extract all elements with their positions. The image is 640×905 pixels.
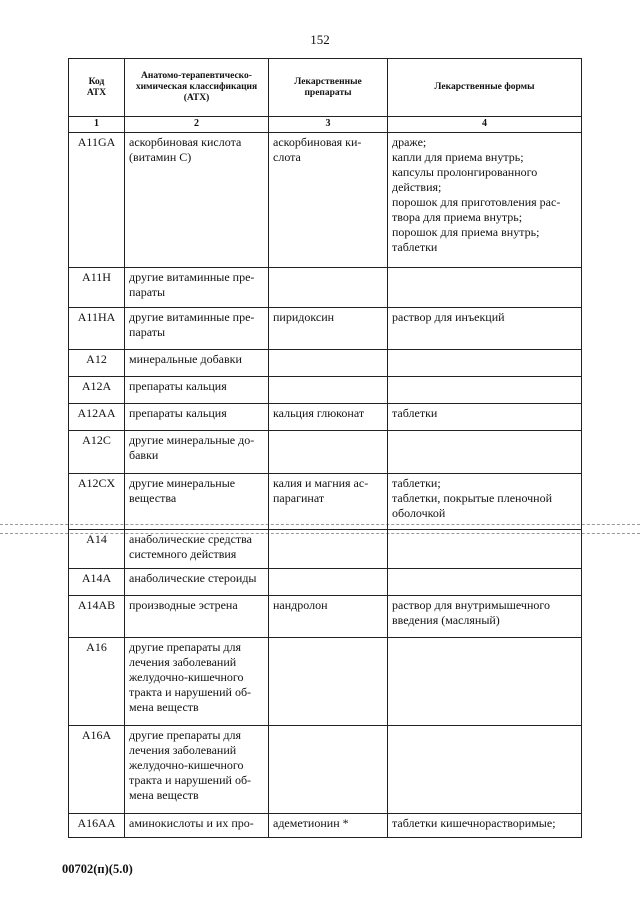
table-row	[69, 133, 582, 268]
atc-code: A16A	[69, 726, 125, 814]
dosage-forms	[388, 814, 582, 838]
header-classification	[125, 59, 269, 117]
atc-classification	[125, 350, 269, 377]
cell-text-line: параты	[129, 285, 166, 299]
cell-text-line: действия;	[392, 180, 442, 194]
atc-code: A16AA	[69, 814, 125, 838]
table-row	[69, 569, 582, 596]
cell-text-line: химическая классификация	[135, 82, 258, 92]
cell-text-line: вещества	[129, 491, 177, 505]
cell-text-line: аскорбиновая кислота	[129, 135, 242, 149]
cell-text-line: раствор для внутримышечного	[392, 598, 550, 612]
dosage-forms	[388, 530, 582, 569]
dosage-forms	[388, 726, 582, 814]
cell-text-line: параты	[129, 325, 166, 339]
atc-code: A14A	[69, 569, 125, 596]
cell-text-line: препараты	[304, 87, 352, 98]
cell-text-line: другие витаминные пре-	[129, 270, 255, 284]
cell-text-line: препараты кальция	[129, 379, 227, 393]
cell-text-line: порошок для приготовления рас-	[392, 195, 561, 209]
cell-text-line: драже;	[392, 135, 427, 149]
column-number-row	[69, 117, 582, 133]
drug-name	[269, 308, 388, 350]
cell-text-line: препараты кальция	[129, 406, 227, 420]
atc-classification	[125, 308, 269, 350]
atc-classification	[125, 133, 269, 268]
dosage-forms	[388, 638, 582, 726]
cell-text-line: нандролон	[273, 598, 328, 612]
atc-code: A14AB	[69, 596, 125, 638]
table-row	[69, 350, 582, 377]
cell-text-line: (АТХ)	[183, 93, 210, 103]
cell-text-line: капсулы пролонгированного	[392, 165, 538, 179]
cell-text-line: таблетки кишечнорастворимые;	[392, 816, 556, 830]
cell-text-line: (витамин С)	[129, 150, 192, 164]
cell-text-line: Лекарственные формы	[434, 82, 535, 92]
dosage-forms	[388, 350, 582, 377]
header-code	[69, 59, 125, 117]
cell-text-line: производные эстрена	[129, 598, 238, 612]
atc-code: A11HA	[69, 308, 125, 350]
atc-code: A11GA	[69, 133, 125, 268]
dosage-forms	[388, 474, 582, 530]
atc-classification	[125, 638, 269, 726]
drug-name	[269, 814, 388, 838]
drug-name	[269, 638, 388, 726]
cell-text-line: другие минеральные до-	[129, 433, 255, 447]
cell-text-line: тракта и нарушений об-	[129, 685, 252, 699]
atc-classification	[125, 377, 269, 404]
table-row	[69, 530, 582, 569]
table-row	[69, 308, 582, 350]
cell-text-line: введения (масляный)	[392, 613, 500, 627]
cell-text-line: капли для приема внутрь;	[392, 150, 524, 164]
table-row	[69, 474, 582, 530]
atc-code: A11H	[69, 268, 125, 308]
column-number: 3	[269, 117, 388, 133]
cell-text-line: таблетки	[392, 406, 438, 420]
cell-text-line: мена веществ	[129, 788, 199, 802]
table-row	[69, 596, 582, 638]
dosage-forms	[388, 404, 582, 431]
cell-text-line: Лекарственные	[294, 76, 362, 87]
column-number: 4	[388, 117, 582, 133]
atc-classification	[125, 530, 269, 569]
cell-text-line: тракта и нарушений об-	[129, 773, 252, 787]
cell-text-line: аскорбиновая ки-	[273, 135, 362, 149]
drug-name	[269, 596, 388, 638]
dosage-forms	[388, 268, 582, 308]
cell-text-line: Код	[88, 76, 105, 87]
drug-name	[269, 431, 388, 474]
cell-text-line: лечения заболеваний	[129, 655, 237, 669]
cell-text-line: АТХ	[86, 87, 107, 98]
cell-text-line: бавки	[129, 448, 159, 462]
cell-text-line: минеральные добавки	[129, 352, 242, 366]
cell-text-line: желудочно-кишечного	[129, 670, 244, 684]
table-row	[69, 814, 582, 838]
atc-code: A12AA	[69, 404, 125, 431]
cell-text-line: лечения заболеваний	[129, 743, 237, 757]
table-row	[69, 638, 582, 726]
header-forms	[388, 59, 582, 117]
cell-text-line: другие минеральные	[129, 476, 236, 490]
atc-code: A12A	[69, 377, 125, 404]
cell-text-line: другие препараты для	[129, 728, 242, 742]
drug-name	[269, 726, 388, 814]
cell-text-line: слота	[273, 150, 301, 164]
atc-classification	[125, 268, 269, 308]
drug-name	[269, 474, 388, 530]
drug-name	[269, 377, 388, 404]
cell-text-line: пиридоксин	[273, 310, 335, 324]
cell-text-line: желудочно-кишечного	[129, 758, 244, 772]
cell-text-line: анаболические средства	[129, 532, 252, 546]
drug-name	[269, 133, 388, 268]
dosage-forms	[388, 431, 582, 474]
cell-text-line: другие витаминные пре-	[129, 310, 255, 324]
cell-text-line: парагинат	[273, 491, 325, 505]
cell-text-line: раствор для инъекций	[392, 310, 505, 324]
atc-code: A12CX	[69, 474, 125, 530]
cell-text-line: аминокислоты и их про-	[129, 816, 254, 830]
atc-classification	[125, 431, 269, 474]
atc-code: A12C	[69, 431, 125, 474]
dosage-forms	[388, 308, 582, 350]
table-row	[69, 404, 582, 431]
table-row	[69, 726, 582, 814]
header-drugs	[269, 59, 388, 117]
cell-text-line: таблетки;	[392, 476, 441, 490]
dosage-forms	[388, 596, 582, 638]
page-number: 152	[310, 32, 330, 47]
atc-code: A16	[69, 638, 125, 726]
cell-text-line: другие препараты для	[129, 640, 242, 654]
cell-text-line: адеметионин *	[273, 816, 349, 830]
document-code: 00702(п)(5.0)	[62, 862, 133, 876]
cell-text-line: порошок для приема внутрь;	[392, 225, 540, 239]
drug-name	[269, 569, 388, 596]
cell-text-line: мена веществ	[129, 700, 199, 714]
cell-text-line: анаболические стероиды	[129, 571, 257, 585]
atc-code: A14	[69, 530, 125, 569]
drug-name	[269, 530, 388, 569]
cell-text-line: кальция глюконат	[273, 406, 365, 420]
atc-classification	[125, 814, 269, 838]
table-row	[69, 268, 582, 308]
drug-name	[269, 268, 388, 308]
column-number: 2	[125, 117, 269, 133]
cell-text-line: оболочкой	[392, 506, 446, 520]
atc-classification	[125, 726, 269, 814]
atc-classification	[125, 474, 269, 530]
cell-text-line: таблетки, покрытые пленочной	[392, 491, 553, 505]
column-number: 1	[69, 117, 125, 133]
cell-text-line: таблетки	[392, 240, 438, 254]
dosage-forms	[388, 569, 582, 596]
atc-classification	[125, 569, 269, 596]
atc-classification	[125, 596, 269, 638]
dosage-forms	[388, 133, 582, 268]
cell-text-line: твора для приема внутрь;	[392, 210, 523, 224]
cell-text-line: калия и магния ас-	[273, 476, 369, 490]
atc-table	[68, 58, 582, 838]
drug-name	[269, 350, 388, 377]
cell-text-line: Анатомо-терапевтическо-	[141, 71, 252, 81]
table-row	[69, 431, 582, 474]
table-header-row	[69, 59, 582, 117]
atc-classification	[125, 404, 269, 431]
dosage-forms	[388, 377, 582, 404]
atc-code: A12	[69, 350, 125, 377]
drug-name	[269, 404, 388, 431]
table-row	[69, 377, 582, 404]
cell-text-line: системного действия	[129, 547, 237, 561]
